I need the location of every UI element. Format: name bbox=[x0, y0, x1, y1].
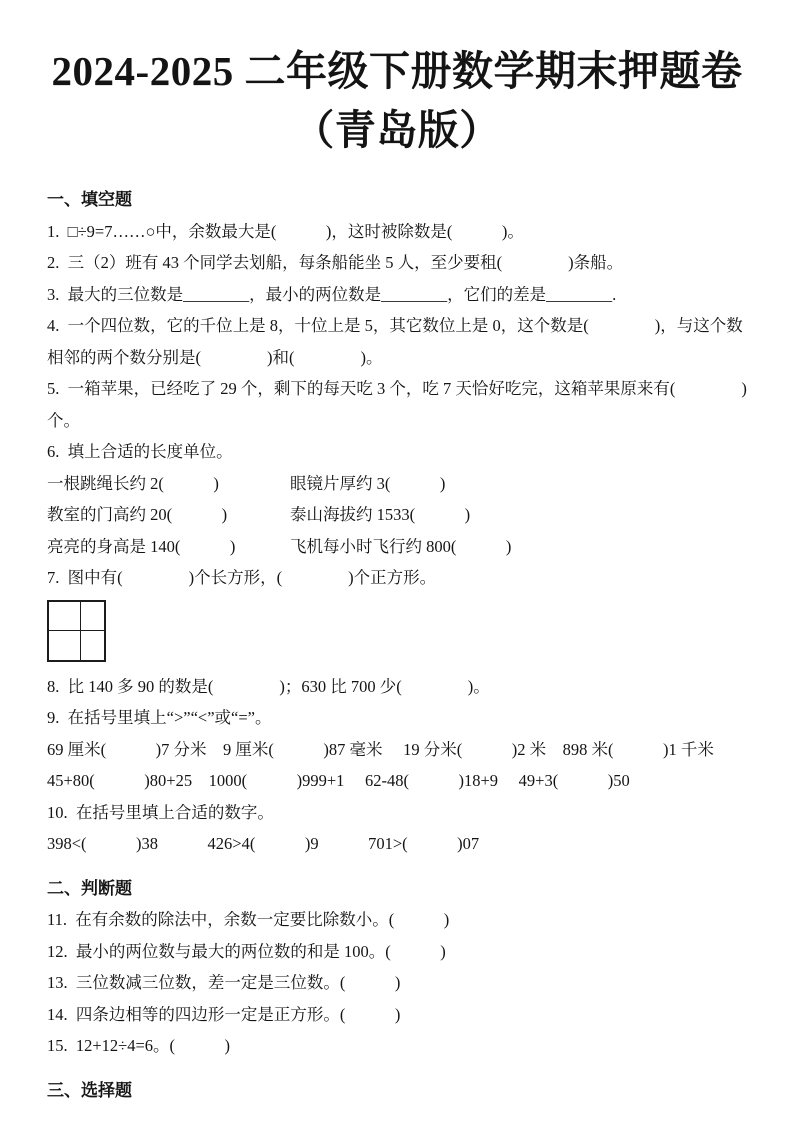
question-10-digits-row: 398<( )38 426>4( )9 701>( )07 bbox=[47, 834, 480, 853]
question-10: 10. 在括号里填上合适的数字。 bbox=[47, 802, 274, 822]
length-unit-row-2-right: 泰山海拔约 1533( ) bbox=[290, 505, 471, 524]
length-unit-row-3-right: 飞机每小时飞行约 800( ) bbox=[290, 536, 512, 556]
length-unit-row-1 bbox=[47, 468, 747, 500]
grid-cell-bottom-left bbox=[49, 631, 81, 660]
question-9-compare-row-1: 69 厘米( )7 分米 9 厘米( )87 毫米 19 分米( )2 米 898 米( )1 千米 bbox=[47, 739, 714, 759]
grid-cell-top-right bbox=[81, 602, 104, 631]
question-2: 2. 三（2）班有 43 个同学去划船，每条船能坐 5 人，至少要租( )条船。 bbox=[47, 253, 624, 272]
question-1: 1. □÷9=7……○中，余数最大是( )，这时被除数是( )。 bbox=[47, 221, 524, 241]
exam-title bbox=[47, 42, 747, 160]
grid-figure bbox=[47, 600, 106, 662]
exam-title-line1: 2024-2025 二年级下册数学期末押题卷 bbox=[51, 48, 743, 94]
length-unit-row-2 bbox=[47, 499, 747, 531]
grid-cell-top-left bbox=[49, 602, 81, 631]
question-13: 13. 三位数减三位数，差一定是三位数。( ) bbox=[47, 973, 401, 992]
length-unit-row-1-left: 一根跳绳长约 2( ) bbox=[47, 473, 219, 493]
section-heading-choice: 三、选择题 bbox=[47, 1080, 132, 1100]
question-5: 5. 一箱苹果，已经吃了 29 个，剩下的每天吃 3 个，吃 7 天恰好吃完，这箱苹果原来有( )个。 bbox=[47, 379, 747, 430]
length-unit-row-3-left: 亮亮的身高是 140( ) bbox=[47, 536, 236, 556]
question-9-compare-row-2: 45+80( )80+25 1000( )999+1 62-48( )18+9 49+3( )50 bbox=[47, 771, 630, 790]
section-heading-fill-blanks: 一、填空题 bbox=[47, 190, 132, 209]
question-11: 11. 在有余数的除法中，余数一定要比除数小。( ) bbox=[47, 910, 450, 929]
length-unit-row-1-right: 眼镜片厚约 3( ) bbox=[290, 473, 446, 493]
question-12: 12. 最小的两位数与最大的两位数的和是 100。( ) bbox=[47, 941, 446, 961]
length-unit-row-3 bbox=[47, 531, 747, 563]
question-15: 15. 12+12÷4=6。( ) bbox=[47, 1036, 231, 1055]
exam-title-line2: （青岛版） bbox=[293, 107, 501, 153]
section-heading-judge: 二、判断题 bbox=[47, 878, 132, 898]
question-14: 14. 四条边相等的四边形一定是正方形。( ) bbox=[47, 1004, 401, 1024]
grid-cell-bottom-right bbox=[81, 631, 104, 660]
question-9: 9. 在括号里填上“>”“<”或“=”。 bbox=[47, 708, 272, 727]
question-4: 4. 一个四位数，它的千位上是 8，十位上是 5，其它数位上是 0，这个数是( )，与这个数相邻的两个数分别是( )和( )。 bbox=[47, 316, 743, 367]
question-7: 7. 图中有( )个长方形，( )个正方形。 bbox=[47, 568, 437, 587]
question-8: 8. 比 140 多 90 的数是( )；630 比 700 少( )。 bbox=[47, 676, 490, 696]
question-6: 6. 填上合适的长度单位。 bbox=[47, 442, 233, 461]
length-unit-row-2-left: 教室的门高约 20( ) bbox=[47, 505, 228, 524]
question-3: 3. 最大的三位数是________，最小的两位数是________，它们的差是________. bbox=[47, 284, 617, 304]
